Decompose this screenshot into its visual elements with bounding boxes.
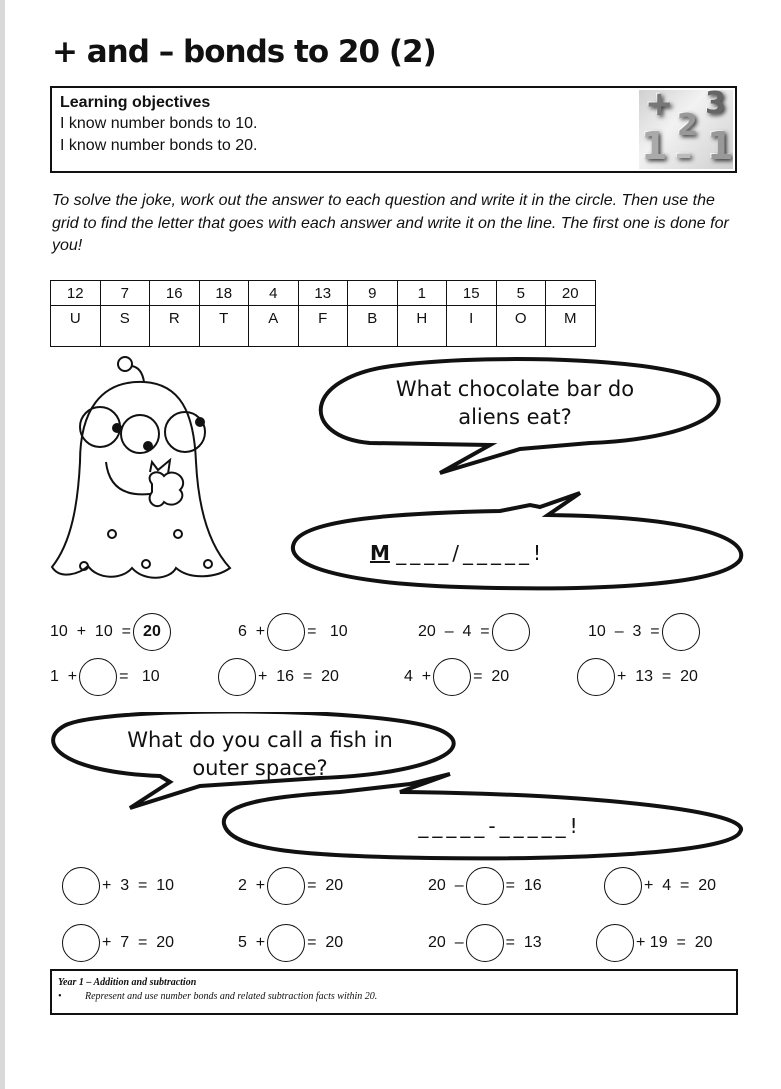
curriculum-point: Represent and use number bonds and related subtraction facts within 20. bbox=[85, 991, 378, 1002]
grid-number: 18 bbox=[199, 281, 249, 306]
grid-letter: U bbox=[51, 306, 101, 347]
equation-right: = 20 bbox=[307, 877, 344, 894]
grid-letter: F bbox=[298, 306, 348, 347]
learning-objectives-box bbox=[50, 86, 737, 173]
equation-right: = 20 bbox=[307, 934, 344, 951]
grid-number: 9 bbox=[348, 281, 398, 306]
answer-circle[interactable] bbox=[267, 924, 305, 962]
equation bbox=[602, 864, 716, 908]
curriculum-box bbox=[50, 969, 738, 1015]
objectives-heading: Learning objectives bbox=[60, 94, 211, 111]
grid-letter: H bbox=[397, 306, 447, 347]
grid-letter: A bbox=[249, 306, 299, 347]
grid-number: 7 bbox=[100, 281, 150, 306]
alien-smile bbox=[106, 462, 150, 494]
alien-illustration bbox=[40, 352, 240, 592]
grid-number: 5 bbox=[496, 281, 546, 306]
grid-number: 12 bbox=[51, 281, 101, 306]
logo-two: 2 bbox=[677, 108, 698, 143]
equation bbox=[404, 655, 509, 699]
answer-circle[interactable] bbox=[577, 658, 615, 696]
equation bbox=[238, 610, 348, 654]
instructions: To solve the joke, work out the answer to each question and write it in the circle. Then use the grid to find the letter that goes with each answer and write it on the line. The first one is done for you! bbox=[52, 192, 729, 254]
alien-hands-chocolate bbox=[150, 460, 184, 506]
alien-antenna-tip bbox=[118, 357, 132, 371]
question-line: What chocolate bar do bbox=[395, 377, 635, 401]
grid-letter: O bbox=[496, 306, 546, 347]
equation-right: = 10 bbox=[119, 668, 160, 685]
equation-left: 20 – 4 = bbox=[418, 623, 490, 640]
question-line: outer space? bbox=[192, 756, 328, 780]
answer-circle[interactable] bbox=[466, 867, 504, 905]
joke2-question bbox=[100, 726, 420, 782]
logo-one: 1 bbox=[641, 124, 668, 168]
equation bbox=[238, 864, 343, 908]
question-line: What do you call a fish in bbox=[127, 728, 393, 752]
equation-right: = 16 bbox=[505, 877, 542, 894]
equation bbox=[594, 921, 713, 965]
logo-one: 1 bbox=[707, 124, 733, 168]
alien-antenna bbox=[132, 366, 144, 382]
equation-left: 1 + bbox=[50, 668, 78, 685]
equation-right: + 3 = 10 bbox=[102, 877, 175, 894]
alien-body bbox=[52, 382, 230, 578]
equation bbox=[50, 655, 160, 699]
equation-right: + 16 = 20 bbox=[258, 668, 339, 685]
equation-right: = 13 bbox=[505, 934, 542, 951]
answer-circle[interactable] bbox=[79, 658, 117, 696]
equation bbox=[216, 655, 339, 699]
answer-circle[interactable] bbox=[596, 924, 634, 962]
equation-left: 10 – 3 = bbox=[588, 623, 660, 640]
answer-circle[interactable] bbox=[662, 613, 700, 651]
equation-left: 20 – bbox=[428, 934, 464, 951]
grid-number: 1 bbox=[397, 281, 447, 306]
equation bbox=[238, 921, 343, 965]
joke1-question bbox=[370, 375, 660, 431]
answer-circle[interactable] bbox=[466, 924, 504, 962]
equation bbox=[60, 864, 174, 908]
grid-letter: I bbox=[447, 306, 497, 347]
equation bbox=[428, 864, 542, 908]
grid-number: 13 bbox=[298, 281, 348, 306]
answer-circle[interactable]: 20 bbox=[133, 613, 171, 651]
grid-letter: B bbox=[348, 306, 398, 347]
grid-letter: R bbox=[150, 306, 200, 347]
equation bbox=[418, 610, 532, 654]
page-title: + and – bonds to 20 (2) bbox=[52, 34, 436, 70]
answer-circle[interactable] bbox=[492, 613, 530, 651]
equation-left: 20 – bbox=[428, 877, 464, 894]
grid-number: 15 bbox=[447, 281, 497, 306]
answer-circle[interactable] bbox=[604, 867, 642, 905]
logo-minus: – bbox=[675, 134, 692, 169]
grid-number: 4 bbox=[249, 281, 299, 306]
grid-number: 16 bbox=[150, 281, 200, 306]
question-line: aliens eat? bbox=[458, 405, 572, 429]
numbers-logo-icon bbox=[639, 90, 733, 169]
curriculum-heading: Year 1 – Addition and subtraction bbox=[58, 977, 197, 988]
objective-item: I know number bonds to 10. bbox=[60, 115, 258, 132]
grid-letter: T bbox=[199, 306, 249, 347]
answer-circle[interactable] bbox=[267, 613, 305, 651]
equation bbox=[588, 610, 702, 654]
grid-letter: S bbox=[100, 306, 150, 347]
objective-item: I know number bonds to 20. bbox=[60, 137, 258, 154]
grid-letter: M bbox=[546, 306, 596, 347]
equation bbox=[428, 921, 542, 965]
alien-eye bbox=[121, 415, 159, 453]
equation-right: + 4 = 20 bbox=[644, 877, 717, 894]
equation bbox=[60, 921, 174, 965]
answer-circle[interactable] bbox=[62, 867, 100, 905]
page-edge bbox=[0, 0, 5, 1089]
equation bbox=[575, 655, 698, 699]
equation-right: + 13 = 20 bbox=[617, 668, 698, 685]
equation-left: 6 + bbox=[238, 623, 266, 640]
equation-right: + 7 = 20 bbox=[102, 934, 175, 951]
equation bbox=[50, 610, 173, 654]
code-grid bbox=[50, 280, 596, 347]
answer-circle[interactable] bbox=[218, 658, 256, 696]
equation-left: 2 + bbox=[238, 877, 266, 894]
bullet: • bbox=[58, 991, 62, 1002]
grid-number: 20 bbox=[546, 281, 596, 306]
joke1-answer bbox=[370, 539, 660, 567]
equation-right: = 10 bbox=[307, 623, 348, 640]
equation-left: 4 + bbox=[404, 668, 432, 685]
answer-blanks[interactable]: ____/_____! bbox=[396, 541, 546, 565]
equation-left: 10 + 10 = bbox=[50, 623, 131, 640]
answer-first-letter: M bbox=[370, 541, 390, 565]
equation-left: 5 + bbox=[238, 934, 266, 951]
joke2-answer[interactable]: _____-_____! bbox=[418, 814, 582, 838]
answer-circle[interactable] bbox=[267, 867, 305, 905]
answer-circle[interactable] bbox=[433, 658, 471, 696]
answer-circle[interactable] bbox=[62, 924, 100, 962]
logo-three: 3 bbox=[705, 90, 726, 121]
logo-plus: + bbox=[645, 90, 674, 124]
equation-right: + 19 = 20 bbox=[636, 934, 713, 951]
equation-right: = 20 bbox=[473, 668, 510, 685]
